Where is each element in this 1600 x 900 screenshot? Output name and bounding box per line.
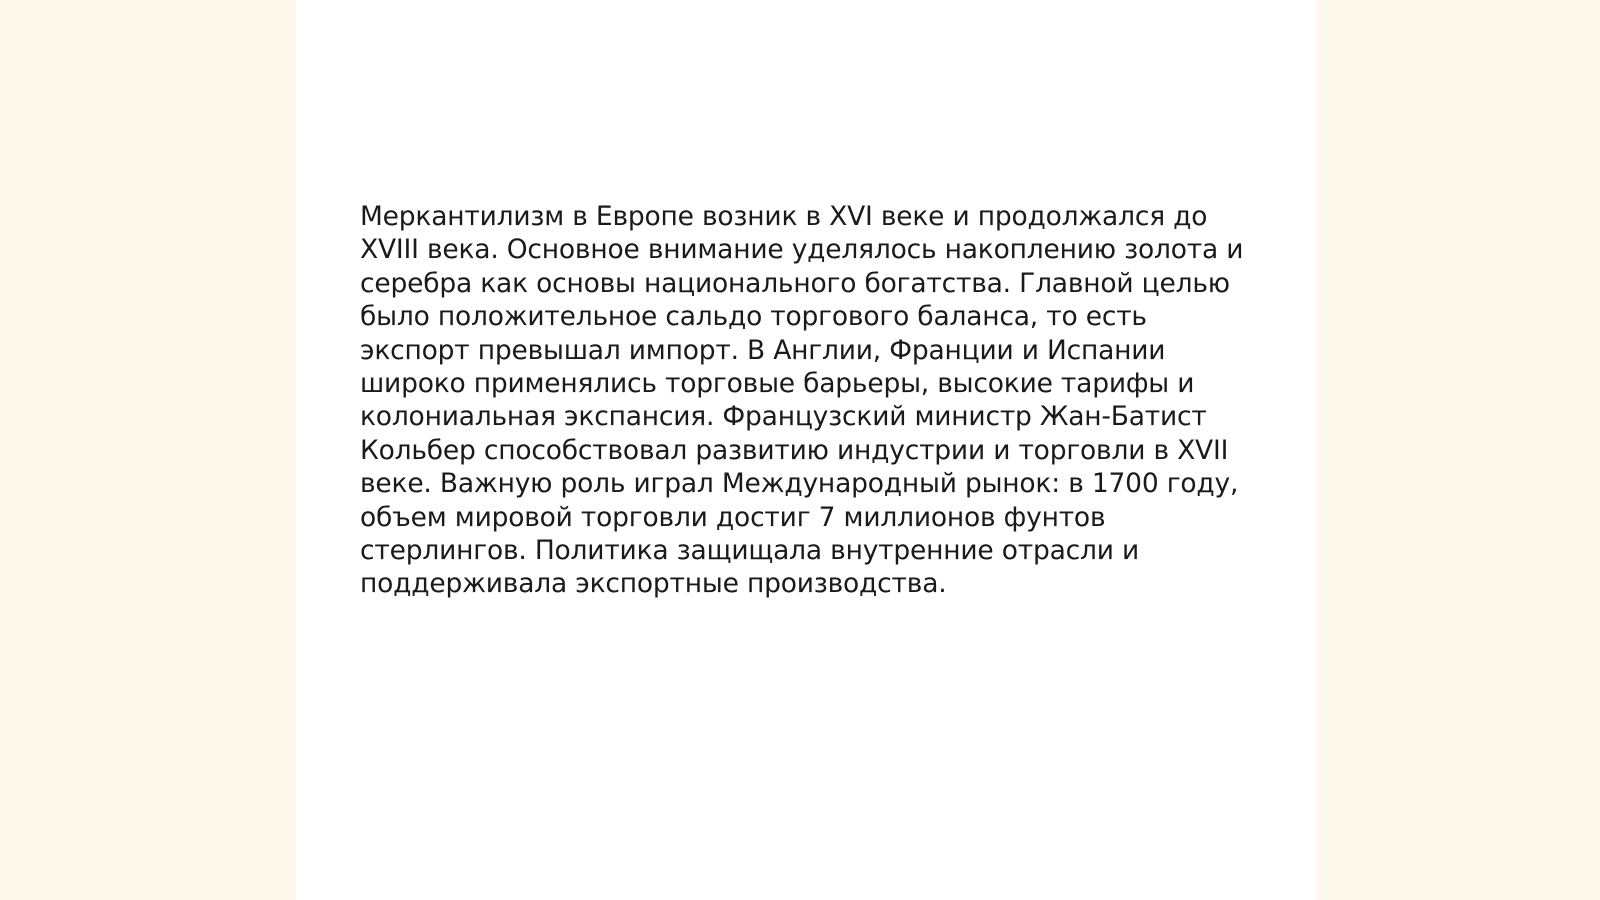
body-paragraph: Меркантилизм в Европе возник в XVI веке и продолжался до XVIII века. Основное внимание уделялось накоплению золота и серебра как основы национального богатства. Главной целью было положительное сальдо торгового баланса, то есть экспорт превышал импорт. В Англии, Франции и Испании широко применялись торговые барьеры, высокие тарифы и колониальная экспансия. Французский министр Жан-Батист Кольбер способствовал развитию индустрии и торговли в XVII веке. Важную роль играл Международный рынок: в 1700 году, объем мировой торговли достиг 7 миллионов фунтов стерлингов. Политика защищала внутренние отрасли и поддерживала экспортные производства. [360,201,1244,600]
document-page [296,0,1316,900]
